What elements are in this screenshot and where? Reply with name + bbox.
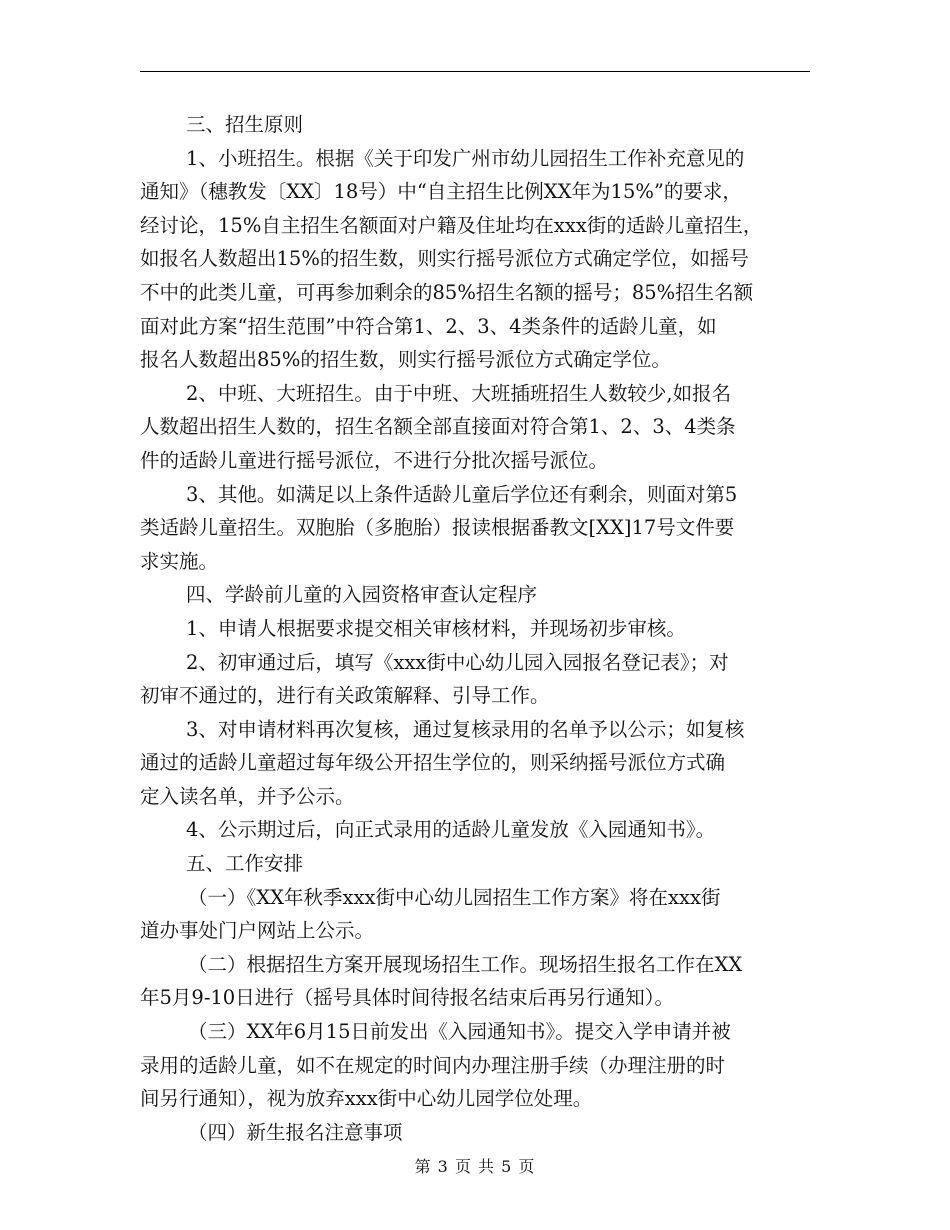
paragraph-line: 通过的适龄儿童超过每年级公开招生学位的，则采纳摇号派位方式确 [140, 751, 726, 775]
section-heading-3: 三、招生原则 [186, 113, 304, 136]
subsection-heading: （四）新生报名注意事项 [188, 1120, 403, 1144]
paragraph-line: 年5月9-10日进行（摇号具体时间待报名结束后再另行通知）。 [140, 986, 674, 1010]
paragraph-line: 经讨论，15%自主招生名额面对户籍及住址均在xxx街的适龄儿童招生， [140, 213, 763, 237]
paragraph-line: （二）根据招生方案开展现场招生工作。现场招生报名工作在XX [188, 952, 743, 976]
paragraph-line: 如报名人数超出15%的招生数，则实行摇号派位方式确定学位，如摇号 [140, 247, 749, 271]
page-number-footer: 第 3 页 共 5 页 [414, 1157, 536, 1176]
paragraph-line: 2、中班、大班招生。由于中班、大班插班招生人数较少,如报名 [186, 381, 732, 405]
paragraph-line: 不中的此类儿童，可再参加剩余的85%招生名额的摇号；85%招生名额 [140, 280, 754, 304]
paragraph-line: 1、申请人根据要求提交相关审核材料，并现场初步审核。 [186, 616, 686, 640]
paragraph-line: 道办事处门户网站上公示。 [140, 919, 375, 943]
paragraph-line: 求实施。 [140, 549, 219, 573]
section-heading-5: 五、工作安排 [186, 852, 304, 876]
paragraph-line: 件的适龄儿童进行摇号派位，不进行分批次摇号派位。 [140, 448, 609, 472]
paragraph-line: 间另行通知），视为放弃xxx街中心幼儿园学位处理。 [140, 1087, 593, 1111]
paragraph-line: 4、公示期过后，向正式录用的适龄儿童发放《入园通知书》。 [186, 818, 716, 842]
paragraph-line: 人数超出招生人数的，招生名额全部直接面对符合第1、2、3、4类条 [140, 415, 736, 439]
header-rule [140, 71, 810, 72]
paragraph-line: 类适龄儿童招生。双胞胎（多胞胎）报读根据番教文[XX]17号文件要 [140, 516, 735, 540]
document-body [140, 108, 812, 1149]
paragraph-line: 通知》（穗教发〔XX〕18号）中“自主招生比例XX年为15%”的要求， [140, 180, 742, 204]
paragraph-line: 录用的适龄儿童，如不在规定的时间内办理注册手续（办理注册的时 [140, 1053, 726, 1077]
paragraph-line: 报名人数超出85%的招生数，则实行摇号派位方式确定学位。 [140, 348, 671, 372]
section-heading-4: 四、学龄前儿童的入园资格审查认定程序 [186, 583, 538, 607]
paragraph-line: 3、其他。如满足以上条件适龄儿童后学位还有剩余，则面对第5 [186, 482, 738, 506]
paragraph-line: 定入读名单，并予公示。 [140, 784, 355, 808]
paragraph-line: （一）《XX年秋季xxx街中心幼儿园招生工作方案》将在xxx街 [188, 885, 721, 909]
paragraph-line: 3、对申请材料再次复核，通过复核录用的名单予以公示；如复核 [186, 717, 745, 741]
paragraph-line: 1、小班招生。根据《关于印发广州市幼儿园招生工作补充意见的 [186, 146, 745, 170]
paragraph-line: 面对此方案“招生范围”中符合第1、2、3、4类条件的适龄儿童，如 [140, 314, 717, 338]
paragraph-line: （三）XX年6月15日前发出《入园通知书》。提交入学申请并被 [188, 1020, 731, 1044]
paragraph-line: 2、初审通过后，填写《xxx街中心幼儿园入园报名登记表》；对 [186, 650, 729, 674]
paragraph-line: 初审不通过的，进行有关政策解释、引导工作。 [140, 684, 550, 708]
